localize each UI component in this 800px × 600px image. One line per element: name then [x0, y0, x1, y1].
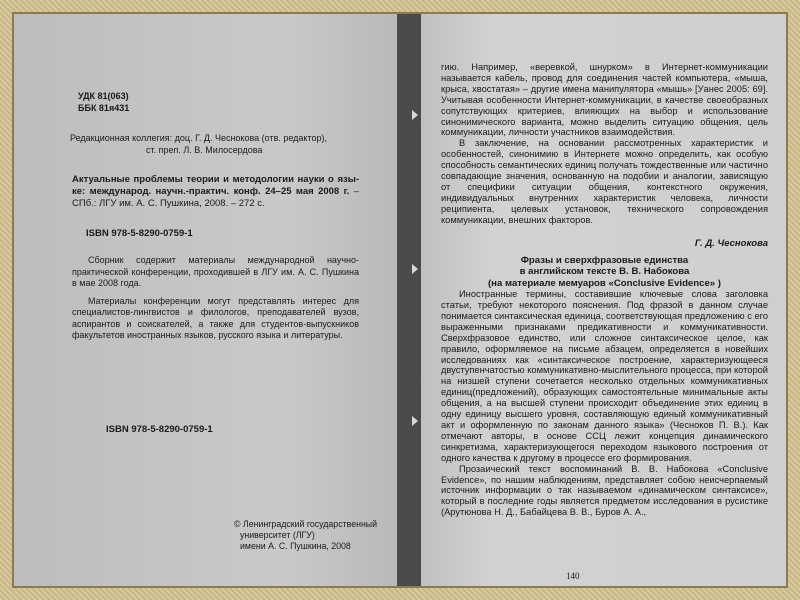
- body-paragraph: Прозаический текст воспоминаний В. В. Набокова «Conclusive Evidence», по нашим наблюдениям, представляет собою неисчерпаемый источник информации о так называемом «динамическом синтаксисе», который в последние годы является предметом исследования в русистике (Арутюнова Н. Д., Бабайцева В. В., Буров А. А.,: [441, 463, 768, 518]
- right-page: [421, 14, 786, 586]
- isbn-bottom: ISBN 978-5-8290-0759-1: [106, 424, 213, 435]
- chevron-right-icon: [412, 110, 418, 120]
- copyright-block: [234, 519, 377, 552]
- article-title: [441, 255, 768, 290]
- body-paragraph: гию. Например, «веревкой, шнурком» в Интернет-коммуникации называется кабель, провод для соединения частей компьютера, «мыша, крыса, хвостатая» – другие имена манипулятора «мышь» [Уанес 2005: 69]. Учитывая особенности Интернет-коммуникации, в качестве своеобразных сопутствующих критериев, влияющих на выбор и использование синонимического варианта, можно выделить ситуацию общения, цель коммуникации, личности участников взаимодействия.: [441, 62, 768, 138]
- copyright-line-3: имени А. С. Пушкина, 2008: [240, 541, 351, 551]
- chevron-right-icon: [412, 264, 418, 274]
- page-gutter: [397, 14, 421, 586]
- book-spread: [12, 12, 788, 588]
- description-paragraph: Сборник содержит материалы международной научно-практической конференции, проходившей в ЛГУ им. А. С. Пушкина в мае 2008 года.: [72, 255, 359, 288]
- article-title-line-3: (на материале мемуаров «Conclusive Evidence» ): [487, 277, 721, 289]
- article-author: Г. Д. Чеснокова: [694, 237, 768, 249]
- article-title-line-2: в английском тексте В. В. Набокова: [519, 266, 690, 278]
- book-title: Актуальные проблемы теории и методологии науки о язы-ке: международ. научн.-практич. конф. 24–25 мая 2008 г.: [72, 174, 359, 197]
- book-citation: [72, 174, 359, 210]
- left-page: [14, 14, 399, 586]
- body-paragraph: Иностранные термины, составившие ключевые слова заголовка статьи, требуют некоторого пояснения. Под фразой в данном случае понимается синтаксическая единица, соответствующая предложению с его выраженными признаками предикативности и коммуникативности. Сверхфразовое единство, или сложное синтаксическое целое, как правило, оформляемое на письме абзацем, определяется в новейших исследованиях как «синтаксическое построение, характеризующееся двуступенчатостью коммуникативно-мыслительного процесса, при которой на низшей ступени сочетается несколько отдельных коммуникативных единиц(предложений), образующих самостоятельные минимальные акты общения, а на высшей ступени происходит объединение этих единиц в одну единицу высшего уровня, составляющую единый коммуникативный акт и оформленную по законам данного языка» (Чесноков П. В.). Как отмечают авторы, в основе ССЦ лежит концепция динамического синкретизма, характеризующегося переходом языкового построения от одного качества к другому в процессе его формирования.: [441, 289, 768, 463]
- body-paragraph: В заключение, на основании рассмотренных характеристик и особенностей, синонимию в Интернете можно определить, как особую способность семантических единиц получать тождественные или частично совпадающие значения, основанную на подобии и аналогии, зависящую от специфики ситуации общения, контекстного окружения, индивидуальных внутренних характеристик человека, личности реципиента, целевых установок, технического сопровождения коммуникации, внешних факторов.: [441, 138, 768, 225]
- editorial-board: [70, 132, 359, 156]
- copyright-line-2: университет (ЛГУ): [240, 530, 315, 540]
- description-paragraph: Материалы конференции могут представлять интерес для специалистов-лингвистов и филологов, преподавателей вузов, аспирантов и соискателей, а также для студентов-выпускников факультетов иностранных языков, русского языка и литературы.: [72, 295, 359, 340]
- bbk-code: ББК 81я431: [78, 103, 130, 113]
- chevron-right-icon: [412, 416, 418, 426]
- book-description: [72, 255, 359, 342]
- editorial-line-1: Редакционная коллегия: доц. Г. Д. Чеснокова (отв. редактор),: [70, 133, 327, 143]
- page-number: 140: [566, 571, 580, 581]
- book-publication: – СПб.: ЛГУ им. А. С. Пушкина, 2008. – 272 с.: [72, 186, 359, 209]
- udk-code: УДК 81(063): [78, 91, 129, 101]
- isbn-top: ISBN 978-5-8290-0759-1: [86, 228, 193, 239]
- editorial-line-2: ст. преп. Л. В. Милосердова: [146, 145, 263, 155]
- copyright-line-1: © Ленинградский государственный: [234, 519, 378, 529]
- article-title-line-1: Фразы и сверхфразовые единства: [520, 254, 689, 266]
